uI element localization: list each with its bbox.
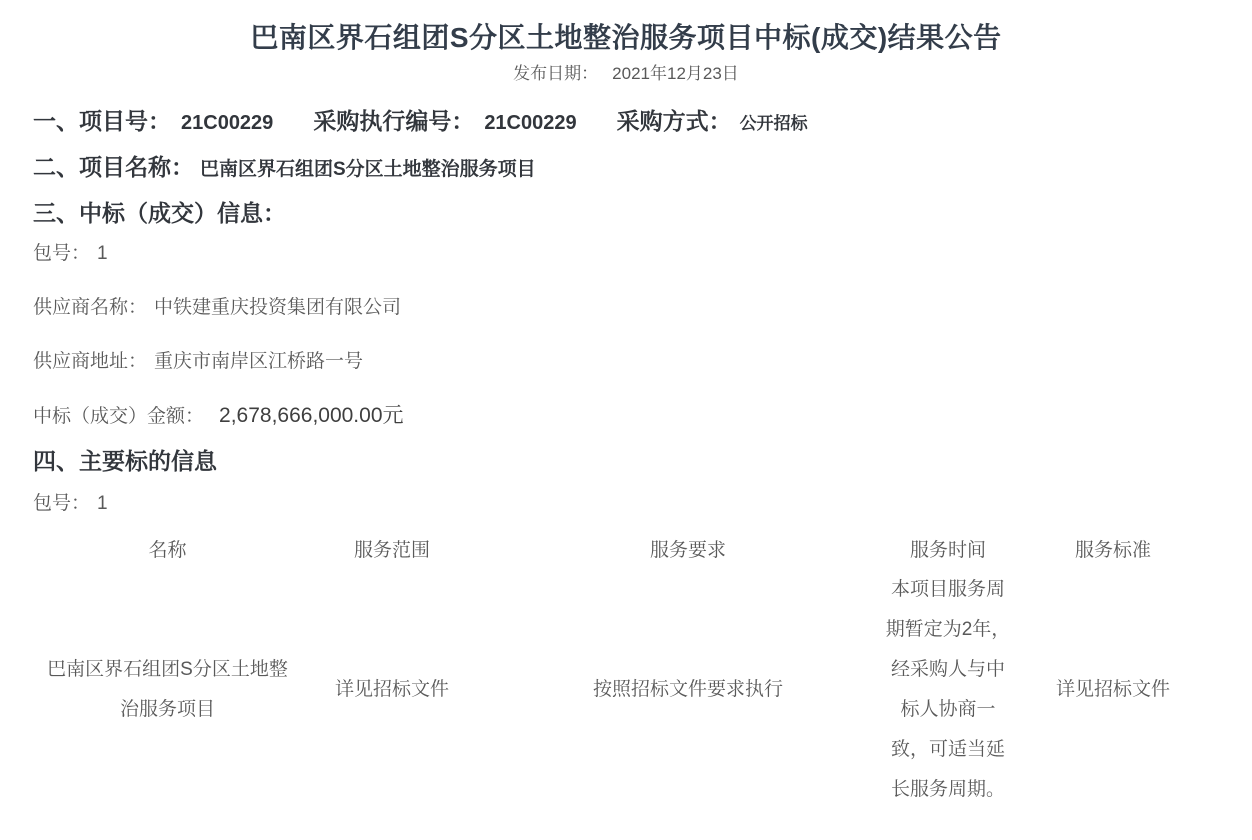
cell-scope: 详见招标文件: [334, 679, 449, 700]
package-line: [0, 241, 1252, 266]
award-amount-value: 2,678,666,000.00元: [219, 404, 404, 427]
cell-name: 巴南区界石组团S分区土地整治服务项目: [47, 659, 288, 720]
exec-no-value: 21C00229: [484, 112, 577, 134]
supplier-address-line: [0, 349, 1252, 374]
page-title: 巴南区界石组团S分区土地整治服务项目中标(成交)结果公告: [250, 22, 1002, 53]
section-one-heading: [0, 106, 1252, 139]
cell-time: 本项目服务周期暂定为2年，经采购人与中标人协商一致，可适当延长服务周期。: [885, 579, 1011, 800]
supplier-name-label: 供应商名称：: [33, 297, 148, 318]
method-value: 公开招标: [739, 114, 808, 133]
section-three-heading: 三、中标（成交）信息：: [33, 200, 286, 226]
cell-requirement: 按照招标文件要求执行: [592, 679, 783, 700]
section-one-prefix: 一、: [33, 108, 79, 134]
col-header-standard: 服务标准: [1074, 540, 1151, 561]
cell-standard: 详见招标文件: [1055, 679, 1170, 700]
supplier-name-line: [0, 295, 1252, 320]
supplier-address-label: 供应商地址：: [33, 351, 148, 372]
project-name-label: 二、项目名称：: [33, 154, 194, 180]
table-row: [0, 570, 1252, 810]
table-header-row: [0, 537, 1252, 564]
section-two-heading: [0, 152, 1252, 185]
supplier-address-value: 重庆市南岸区江桥路一号: [154, 351, 364, 372]
award-amount-line: [0, 403, 1252, 429]
col-header-name: 名称: [148, 540, 187, 561]
publish-date-label: 发布日期：: [513, 64, 599, 83]
col-header-requirement: 服务要求: [649, 540, 726, 561]
project-no-label: 项目号：: [79, 108, 171, 134]
subject-matter-table: [0, 537, 1252, 810]
publish-date-value: 2021年12月23日: [612, 64, 739, 83]
col-header-time: 服务时间: [909, 540, 986, 561]
package-label-2: 包号：: [33, 493, 91, 514]
project-no-value: 21C00229: [181, 112, 274, 134]
exec-no-label: 采购执行编号：: [313, 108, 475, 134]
section-four-heading: 四、主要标的信息: [33, 448, 217, 474]
package-label: 包号：: [33, 243, 91, 264]
package-line-2: [0, 491, 1252, 516]
project-name-value: 巴南区界石组团S分区土地整治服务项目: [200, 159, 536, 180]
supplier-name-value: 中铁建重庆投资集团有限公司: [154, 297, 402, 318]
col-header-scope: 服务范围: [353, 540, 430, 561]
package-value: 1: [97, 243, 108, 264]
award-amount-label: 中标（成交）金额：: [33, 406, 205, 427]
publish-date-line: [0, 63, 1252, 85]
method-label: 采购方式：: [616, 108, 732, 134]
package-value-2: 1: [97, 493, 108, 514]
